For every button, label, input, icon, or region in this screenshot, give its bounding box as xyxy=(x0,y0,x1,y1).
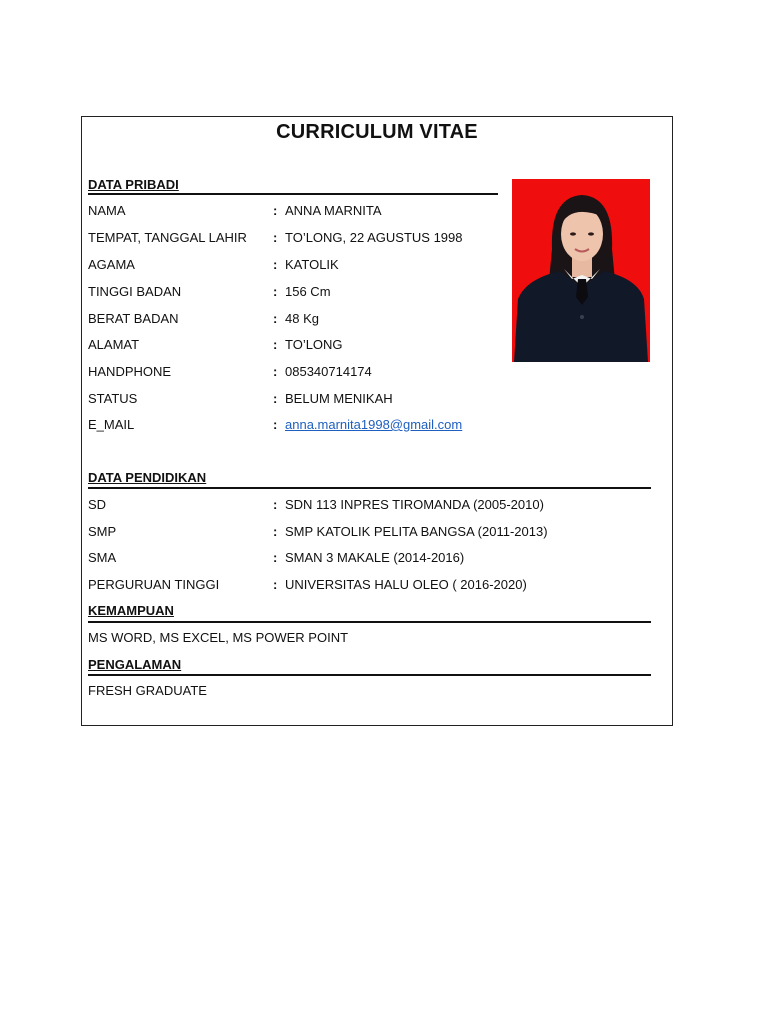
row-label: SMP xyxy=(88,524,117,539)
section-heading-pengalaman: PENGALAMAN xyxy=(88,657,182,672)
row-label: HANDPHONE xyxy=(88,364,172,379)
row-label: STATUS xyxy=(88,391,138,406)
row-value: 156 Cm xyxy=(285,284,331,299)
row-colon: : xyxy=(273,524,278,539)
row-colon: : xyxy=(273,284,278,299)
row-value: SDN 113 INPRES TIROMANDA (2005-2010) xyxy=(285,497,544,512)
experience-text: FRESH GRADUATE xyxy=(88,683,207,698)
section-rule xyxy=(88,193,498,195)
skills-text: MS WORD, MS EXCEL, MS POWER POINT xyxy=(88,630,349,645)
row-label: TEMPAT, TANGGAL LAHIR xyxy=(88,230,247,245)
row-value: UNIVERSITAS HALU OLEO ( 2016-2020) xyxy=(285,577,527,592)
section-heading-data-pribadi: DATA PRIBADI xyxy=(88,177,179,192)
cv-document xyxy=(81,116,673,726)
row-colon: : xyxy=(273,311,278,326)
profile-photo xyxy=(512,179,650,362)
row-value: SMP KATOLIK PELITA BANGSA (2011-2013) xyxy=(285,524,548,539)
row-colon: : xyxy=(273,577,278,592)
row-value: 085340714174 xyxy=(285,364,372,379)
row-label: AGAMA xyxy=(88,257,135,272)
row-colon: : xyxy=(273,497,278,512)
row-label: BERAT BADAN xyxy=(88,311,179,326)
row-label: SD xyxy=(88,497,107,512)
row-label: NAMA xyxy=(88,203,126,218)
row-colon: : xyxy=(273,203,278,218)
row-colon: : xyxy=(273,230,278,245)
row-value: BELUM MENIKAH xyxy=(285,391,393,406)
row-label: E_MAIL xyxy=(88,417,135,432)
right-eye xyxy=(588,232,594,235)
row-value: TO’LONG xyxy=(285,337,343,352)
row-colon: : xyxy=(273,417,278,432)
section-rule xyxy=(88,674,651,676)
button xyxy=(580,315,584,319)
section-heading-kemampuan: KEMAMPUAN xyxy=(88,603,174,618)
section-rule xyxy=(88,487,651,489)
row-colon: : xyxy=(273,337,278,352)
row-value: TO’LONG, 22 AGUSTUS 1998 xyxy=(285,230,463,245)
row-colon: : xyxy=(273,364,278,379)
row-colon: : xyxy=(273,550,278,565)
row-value: KATOLIK xyxy=(285,257,339,272)
email-link[interactable]: anna.marnita1998@gmail.com xyxy=(285,417,463,432)
row-label: SMA xyxy=(88,550,117,565)
row-label: ALAMAT xyxy=(88,337,140,352)
row-value: ANNA MARNITA xyxy=(285,203,382,218)
row-value: SMAN 3 MAKALE (2014-2016) xyxy=(285,550,465,565)
left-eye xyxy=(570,232,576,235)
row-value: 48 Kg xyxy=(285,311,319,326)
row-label: PERGURUAN TINGGI xyxy=(88,577,220,592)
row-label: TINGGI BADAN xyxy=(88,284,182,299)
section-rule xyxy=(88,621,651,623)
page-title: CURRICULUM VITAE xyxy=(276,121,478,143)
section-heading-data-pendidikan: DATA PENDIDIKAN xyxy=(88,470,207,485)
row-colon: : xyxy=(273,257,278,272)
row-colon: : xyxy=(273,391,278,406)
